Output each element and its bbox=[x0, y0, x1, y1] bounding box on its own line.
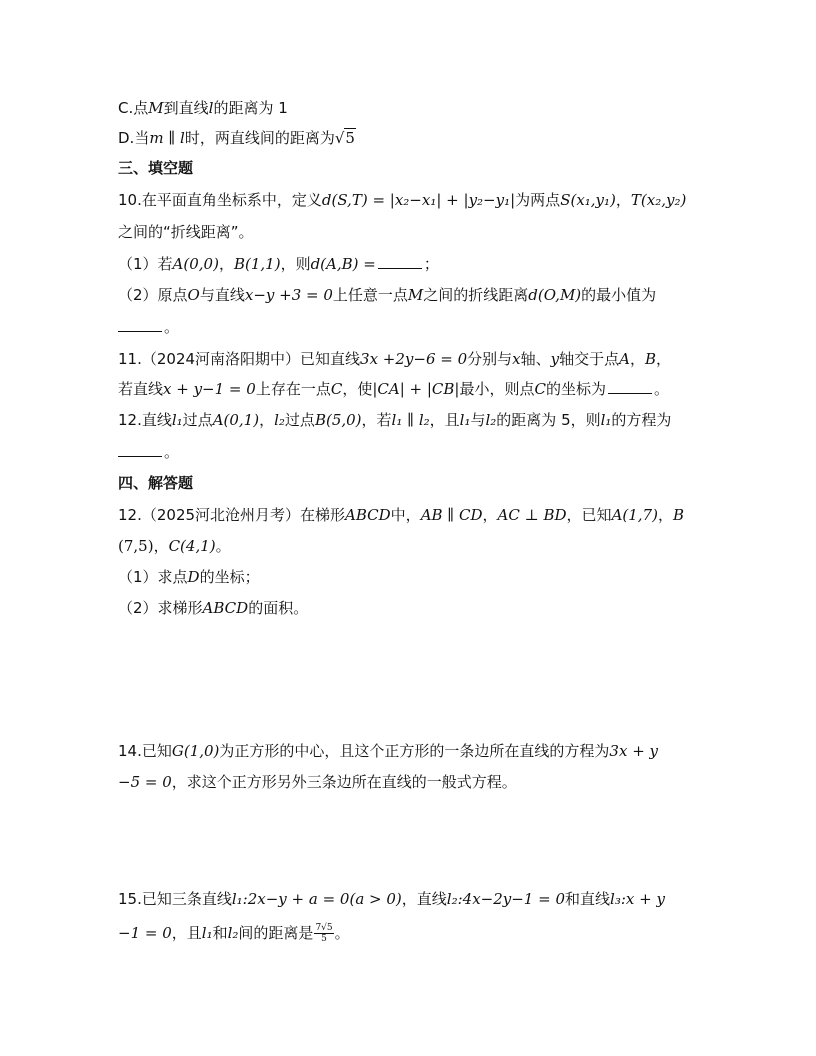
option-d: D.当m ∥ l时，两直线间的距离为√5 bbox=[118, 129, 355, 147]
question-11-line2: 若直线x + y−1 = 0上存在一点C，使|CA| + |CB|最小，则点C的坐标为 。 bbox=[118, 380, 670, 398]
question-10-part1: （1）若A(0,0)，B(1,1)，则d(A,B) = ； bbox=[118, 255, 439, 273]
fraction: $\frac{7√5}{5}$ bbox=[315, 923, 333, 944]
question-12-line1: 12.直线l₁过点A(0,1)，l₂过点B(5,0)，若l₁ ∥ l₂，且l₁与l₂的距离为 5，则l₁的方程为 bbox=[118, 411, 672, 429]
answer-blank bbox=[378, 254, 422, 269]
question-11-line1: 11.（2024河南洛阳期中）已知直线3x +2y−6 = 0分别与x轴、y轴交于点A，B， bbox=[118, 350, 672, 368]
question-10-part2-blank: 。 bbox=[118, 316, 179, 338]
question-13-part1: （1）求点D的坐标； bbox=[118, 568, 260, 586]
question-14-line2: −5 = 0，求这个正方形另外三条边所在直线的一般式方程。 bbox=[118, 773, 517, 791]
question-13-part2: （2）求梯形ABCD的面积。 bbox=[118, 599, 309, 617]
question-10-line2: 之间的“折线距离”。 bbox=[118, 223, 254, 241]
question-12-blank: 。 bbox=[118, 441, 179, 463]
question-14-line1: 14.已知G(1,0)为正方形的中心，且这个正方形的一条边所在直线的方程为3x + y bbox=[118, 742, 659, 760]
question-10-line1: 10.在平面直角坐标系中，定义d(S,T) = |x₂−x₁| + |y₂−y₁|为两点S(x₁,y₁)，T(x₂,y₂) bbox=[118, 191, 687, 209]
section-answer-questions: 四、解答题 bbox=[118, 474, 194, 492]
answer-blank bbox=[118, 442, 162, 457]
question-15-line2: −1 = 0，且l₁和l₂间的距离是 $\frac{7√5}{5}$ 。 bbox=[118, 923, 350, 944]
question-13-line1: 12.（2025河北沧州月考）在梯形ABCD中，AB ∥ CD，AC ⊥ BD，已知A(1,7)，B bbox=[118, 506, 685, 524]
section-fill-in-blanks: 三、填空题 bbox=[118, 159, 194, 177]
question-15-line1: 15.已知三条直线l₁:2x−y + a = 0(a > 0)，直线l₂:4x−2y−1 = 0和直线l₃:x + y bbox=[118, 890, 665, 908]
answer-blank bbox=[118, 317, 162, 332]
question-10-part2: （2）原点O与直线x−y +3 = 0上任意一点M之间的折线距离d(O,M)的最小值为 bbox=[118, 286, 657, 304]
sqrt-expression: √5 bbox=[334, 129, 355, 147]
question-13-line2: (7,5)，C(4,1)。 bbox=[118, 537, 231, 555]
answer-blank bbox=[608, 379, 652, 394]
option-c: C.点M到直线l的距离为 1 bbox=[118, 99, 288, 117]
